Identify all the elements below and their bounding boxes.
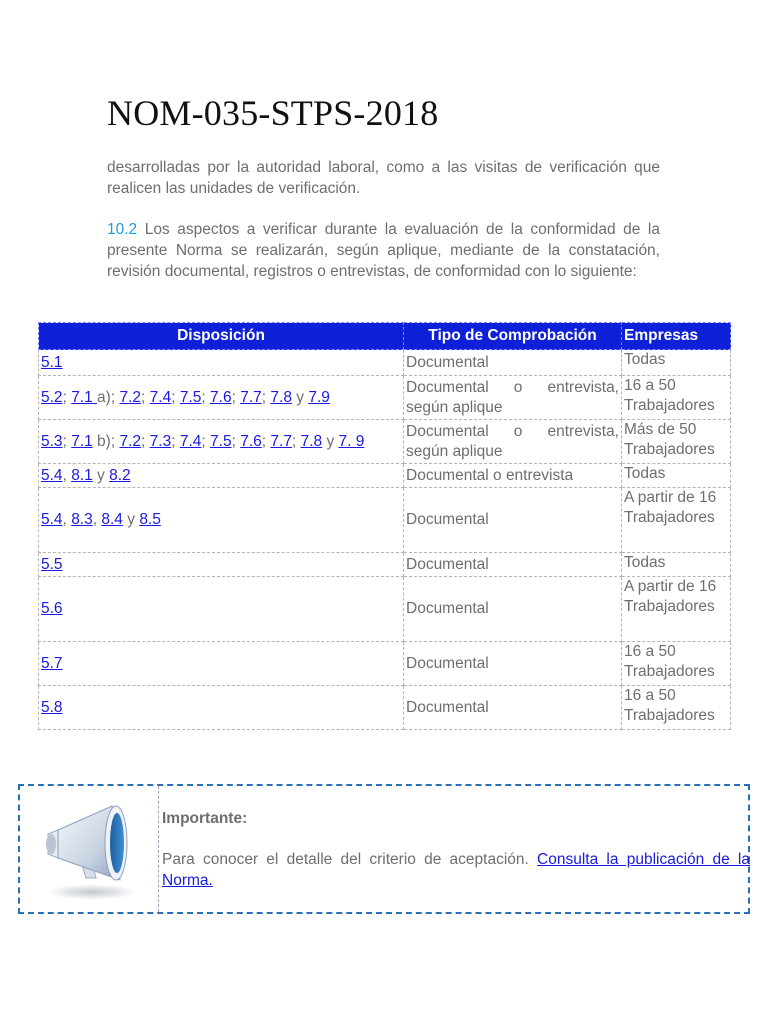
header-disposicion: Disposición [39,323,404,350]
link-5-6[interactable]: 5.6 [41,600,63,617]
table-row [39,686,731,730]
link-7-3[interactable]: 7.3 [149,432,172,450]
verification-table [38,322,731,730]
tipo-cell: Documental o entrevista, según aplique [404,420,622,464]
disposicion-cell [39,642,404,686]
header-tipo: Tipo de Comprobación [404,323,622,350]
table-row [39,376,731,420]
separator: ; [171,388,180,406]
separator: ; [261,388,271,406]
link-7-4[interactable]: 7.4 [149,388,172,406]
link-5-5[interactable]: 5.5 [41,555,63,573]
important-note [18,784,750,914]
tipo-cell: Documental [404,553,622,577]
tipo-cell: Documental [404,350,622,376]
tipo-cell: Documental o entrevista, según aplique [404,376,622,420]
empresas-cell: 16 a 50 Trabajadores [622,376,731,420]
link-8-5[interactable]: 8.5 [139,511,161,528]
disposicion-cell [39,420,404,464]
disposicion-cell [39,553,404,577]
header-empresas: Empresas [622,323,731,350]
note-body [162,849,750,891]
separator: ; [141,388,150,406]
disposicion-cell [39,350,404,376]
separator: ; [231,432,241,450]
link-7-7[interactable]: 7.7 [270,432,292,450]
link-7-2[interactable]: 7.2 [119,432,142,450]
paragraph-text: Los aspectos a verificar durante la evaluación de la conformidad de la presente Norma se realizarán, según aplique, mediante de la constatación, revisión documental, registros o entrevistas, de conformidad con lo siguiente: [107,221,660,280]
link-5-2[interactable]: 5.2 [41,388,63,406]
note-icon-cell [20,786,159,912]
tipo-cell: Documental [404,642,622,686]
table-row [39,553,731,577]
table-row [39,488,731,553]
link-7-2[interactable]: 7.2 [119,388,142,406]
tipo-cell: Documental o entrevista [404,464,622,488]
empresas-cell: A partir de 16 Trabajadores [622,577,731,642]
separator: ; [291,432,301,450]
publication-link[interactable]: Consulta la publicación de la Norma. [162,851,750,889]
section-ref: 10.2 [107,221,138,238]
note-content [162,808,750,891]
separator: y [92,466,110,484]
separator: , [92,511,102,528]
table-row [39,420,731,464]
table-header-row [39,323,731,350]
link-7-5[interactable]: 7.5 [179,388,202,406]
separator: y [322,432,339,450]
tipo-cell: Documental [404,488,622,553]
tipo-cell: Documental [404,686,622,730]
disposicion-cell [39,464,404,488]
separator: ; [201,432,211,450]
link-5-1[interactable]: 5.1 [41,353,63,371]
empresas-cell: Todas [622,553,731,577]
empresas-cell: Todas [622,350,731,376]
link-7-8[interactable]: 7.8 [270,388,292,406]
separator: ; [141,432,150,450]
separator: ; [171,432,180,450]
link-7-9[interactable]: 7.9 [308,388,330,406]
separator: b); [92,432,120,450]
separator: ; [62,432,72,450]
separator: ; [261,432,271,450]
separator: ; [231,388,241,406]
empresas-cell: Más de 50 Trabajadores [622,420,731,464]
link-7-1[interactable]: 7.1 [71,432,93,450]
separator: a); [97,388,120,406]
empresas-cell: A partir de 16 Trabajadores [622,488,731,553]
separator: ; [201,388,211,406]
empresas-cell: Todas [622,464,731,488]
link-7-5[interactable]: 7.5 [210,432,232,450]
link-5-7[interactable]: 5.7 [41,654,63,672]
table-row [39,642,731,686]
table-row [39,350,731,376]
disposicion-cell [39,686,404,730]
link-7-8[interactable]: 7.8 [300,432,323,450]
link-7-9[interactable]: 7. 9 [338,432,365,450]
empresas-cell: 16 a 50 Trabajadores [622,642,731,686]
disposicion-cell [39,488,404,553]
link-5-8[interactable]: 5.8 [41,698,63,716]
separator: y [291,388,309,406]
empresas-cell: 16 a 50 Trabajadores [622,686,731,730]
link-7-6[interactable]: 7.6 [240,432,262,450]
link-8-3[interactable]: 8.3 [71,511,93,528]
separator: y [122,511,140,528]
link-5-4[interactable]: 5.4 [41,466,63,484]
note-text: Para conocer el detalle del criterio de aceptación. [162,851,538,868]
paragraph-10-2 [107,219,660,282]
table-row [39,577,731,642]
page-title: NOM-035-STPS-2018 [107,93,439,133]
link-7-1[interactable]: 7.1 [71,388,98,406]
link-7-7[interactable]: 7.7 [240,388,262,406]
table-row [39,464,731,488]
link-5-4[interactable]: 5.4 [41,511,63,528]
tipo-cell: Documental [404,577,622,642]
disposicion-cell [39,376,404,420]
link-8-1[interactable]: 8.1 [71,466,93,484]
paragraph-intro: desarrolladas por la autoridad laboral, como a las visitas de verificación que realicen las unidades de verificación. [107,159,660,197]
disposicion-cell [39,577,404,642]
separator: , [62,511,72,528]
link-8-2[interactable]: 8.2 [109,466,131,484]
link-7-4[interactable]: 7.4 [179,432,202,450]
link-5-3[interactable]: 5.3 [41,432,63,450]
link-7-6[interactable]: 7.6 [210,388,232,406]
megaphone-icon [20,786,158,912]
separator: , [62,466,72,484]
note-heading: Importante: [162,810,248,827]
link-8-4[interactable]: 8.4 [101,511,123,528]
separator: ; [62,388,72,406]
